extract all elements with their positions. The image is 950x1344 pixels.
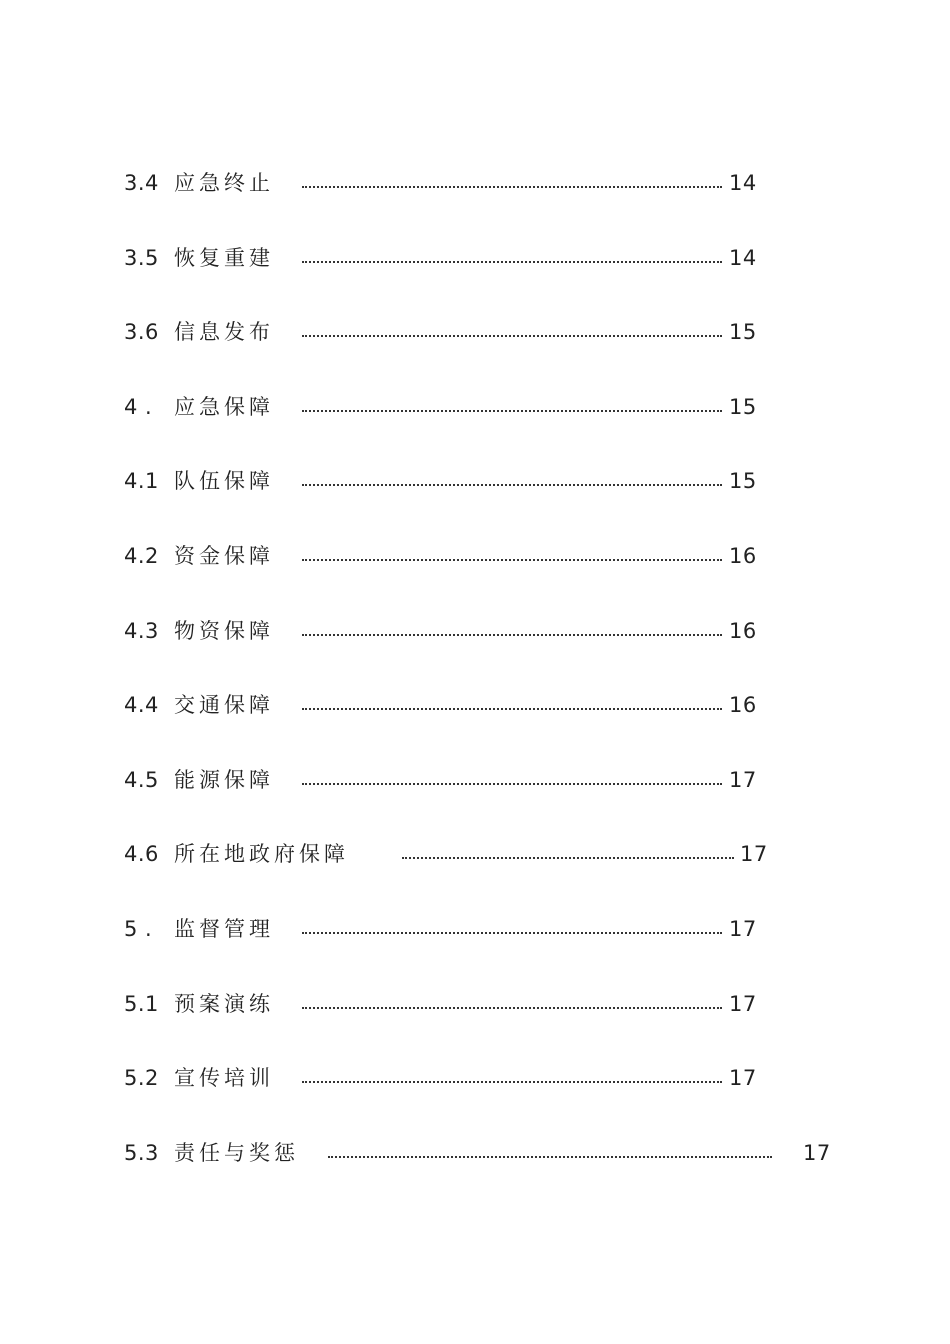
section-number: 5.2 [124, 1066, 159, 1090]
section-number: 3.4 [124, 171, 159, 195]
toc-entry[interactable] [0, 611, 950, 651]
page-number: 17 [803, 1141, 831, 1165]
page-number: 15 [729, 469, 757, 493]
toc-entry[interactable] [0, 312, 950, 352]
section-title: 预案演练 [174, 992, 274, 1016]
toc-entry[interactable] [0, 760, 950, 800]
dot-leader [302, 387, 722, 427]
toc-entry[interactable] [0, 685, 950, 725]
toc-entry[interactable] [0, 834, 950, 874]
section-number: 5.3 [124, 1141, 159, 1165]
section-title: 资金保障 [174, 544, 274, 568]
section-title: 责任与奖惩 [174, 1141, 299, 1165]
page-number: 14 [729, 171, 757, 195]
page-number: 16 [729, 693, 757, 717]
section-title: 交通保障 [174, 693, 274, 717]
toc-entry[interactable] [0, 1133, 950, 1173]
page-number: 17 [729, 992, 757, 1016]
dot-leader [328, 1133, 772, 1173]
toc-entry[interactable] [0, 238, 950, 278]
dot-leader [302, 163, 722, 203]
section-title: 应急终止 [174, 171, 274, 195]
dot-leader [302, 536, 722, 576]
dot-leader [302, 760, 722, 800]
dot-leader [302, 984, 722, 1024]
page-number: 14 [729, 246, 757, 270]
section-number: 4.4 [124, 693, 159, 717]
dot-leader [302, 238, 722, 278]
section-number: 4 . [124, 395, 153, 419]
section-number: 4.3 [124, 619, 159, 643]
toc-entry[interactable] [0, 163, 950, 203]
page-number: 17 [729, 917, 757, 941]
section-title: 宣传培训 [174, 1066, 274, 1090]
dot-leader [302, 312, 722, 352]
section-number: 4.5 [124, 768, 159, 792]
dot-leader [302, 1058, 722, 1098]
section-number: 4.6 [124, 842, 159, 866]
toc-entry[interactable] [0, 1058, 950, 1098]
section-title: 能源保障 [174, 768, 274, 792]
section-title: 恢复重建 [174, 246, 274, 270]
section-title: 应急保障 [174, 395, 274, 419]
section-title: 队伍保障 [174, 469, 274, 493]
section-number: 4.1 [124, 469, 159, 493]
toc-entry[interactable] [0, 461, 950, 501]
dot-leader [302, 611, 722, 651]
page-number: 15 [729, 320, 757, 344]
section-number: 5.1 [124, 992, 159, 1016]
toc-entry[interactable] [0, 387, 950, 427]
page-number: 17 [740, 842, 768, 866]
page-number: 17 [729, 1066, 757, 1090]
section-title: 所在地政府保障 [174, 842, 349, 866]
toc-entry[interactable] [0, 984, 950, 1024]
section-title: 物资保障 [174, 619, 274, 643]
section-number: 3.5 [124, 246, 159, 270]
dot-leader [302, 461, 722, 501]
toc-entry[interactable] [0, 909, 950, 949]
page-number: 17 [729, 768, 757, 792]
dot-leader [402, 834, 734, 874]
page-number: 15 [729, 395, 757, 419]
toc-entry[interactable] [0, 536, 950, 576]
section-number: 5 . [124, 917, 153, 941]
dot-leader [302, 685, 722, 725]
section-number: 3.6 [124, 320, 159, 344]
section-title: 信息发布 [174, 320, 274, 344]
section-title: 监督管理 [174, 917, 274, 941]
dot-leader [302, 909, 722, 949]
section-number: 4.2 [124, 544, 159, 568]
page-number: 16 [729, 544, 757, 568]
page-number: 16 [729, 619, 757, 643]
